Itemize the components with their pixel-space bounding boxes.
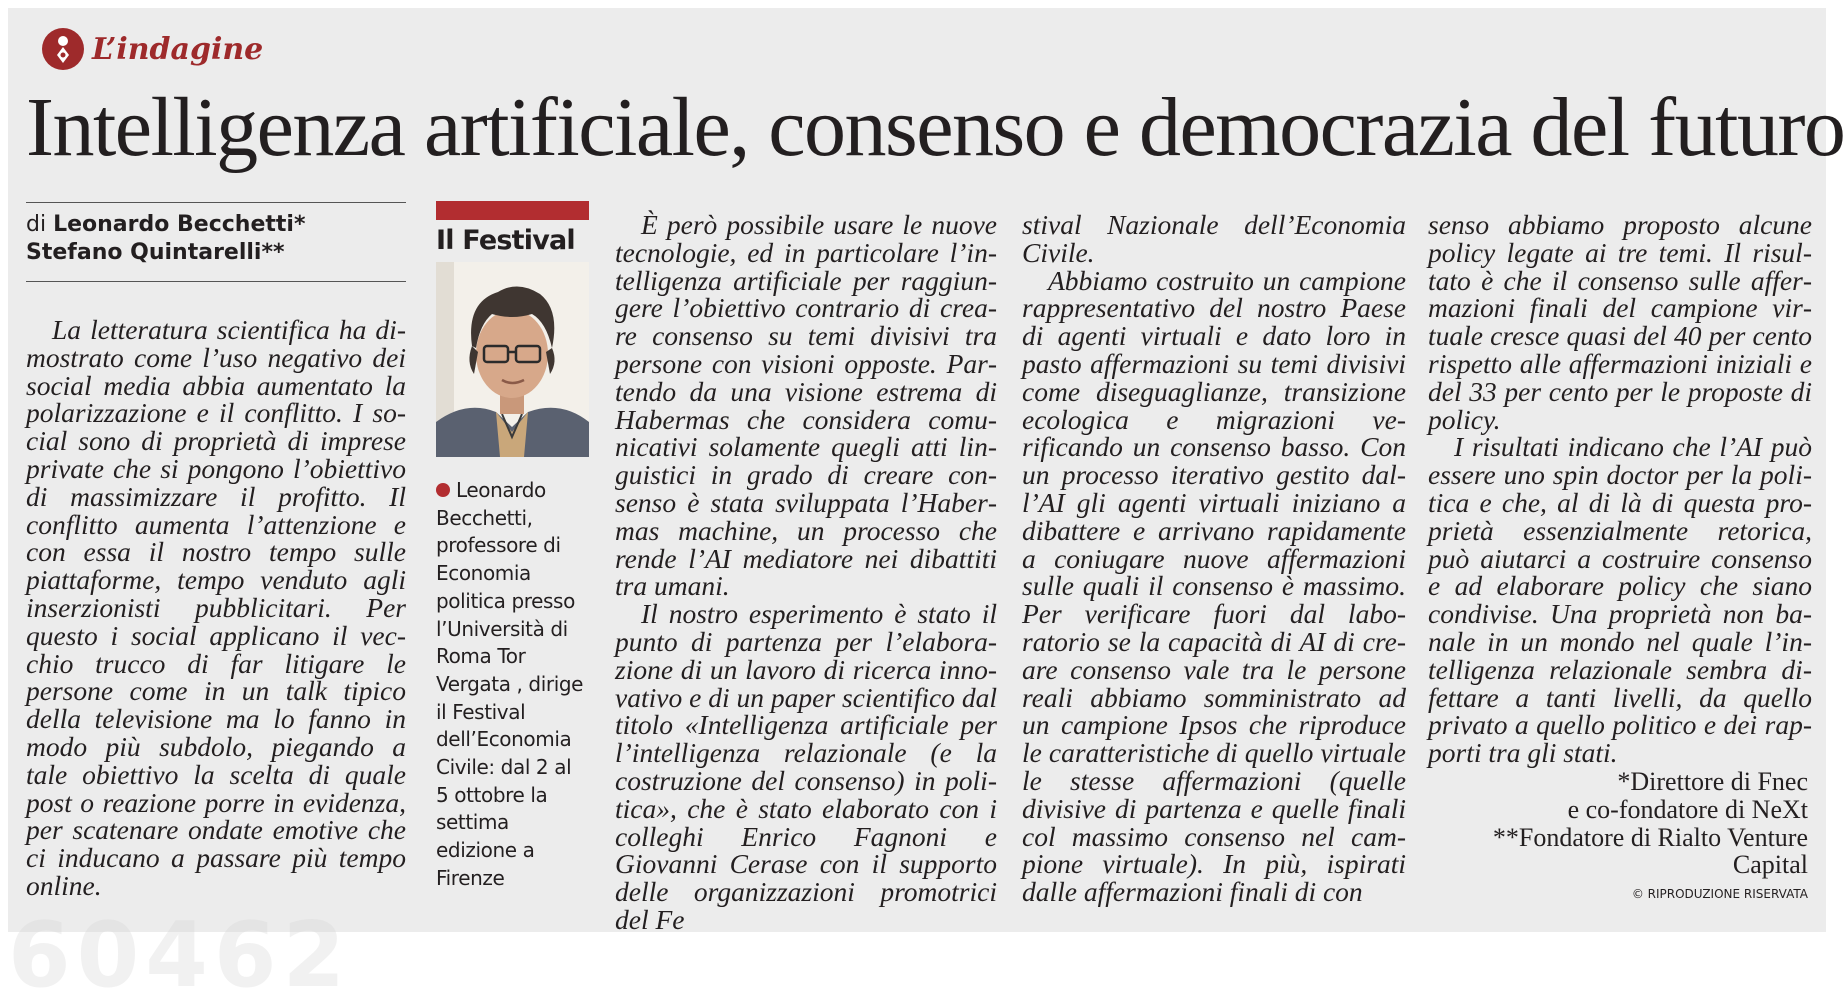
byline (26, 202, 406, 282)
byline-prefix: di (26, 212, 47, 237)
article-paragraph: La letteratura scientifica ha dimostrato come l’uso negativo dei social media abbia aumentato la polarizzazione e il conflitto. I social sono di proprietà di imprese private che si pongono l’obiettivo di massimizzare il profitto. Il conflitto aumenta l’attenzione e con essa il nostro tempo sulle piattaforme, tempo venduto agli inserzionisti pubblicitari. Per questo i social applicano il vecchio trucco di far litigare le persone come in un talk tipico della televisione ma lo fanno in modo più subdolo, piegando a tale obiettivo la scelta di quale post o reazione porre in evidenza, per scatenare ondate emotive che ci inducano a passare più tempo online. (26, 314, 406, 901)
festival-sidebar (436, 201, 589, 893)
bullet-dot-icon (436, 483, 450, 497)
article-paragraph: I risultati indicano che l’AI può essere uno spin doctor per la politica e che, al di là di questa proprietà essenzialmente retorica, può aiutarci a costruire consenso e ad elaborare policy che siano condivise. Una proprietà non banale in un mondo nel quale l’intelligenza relazionale sembra difettare a tanti livelli, da quello privato a quello politico e dei rapporti tra gli stati. (1428, 431, 1812, 769)
article-paragraph: Il nostro esperimento è stato il punto di partenza per l’elaborazione di un lavoro di ricerca innovativo e di un paper scientifico dal titolo «Intelligenza artificiale per l’intelligenza relazionale (e la costruzione del consenso) in politica», che è stato elaborato con i colleghi Enrico Fagnoni e Giovanni Cerase con il supporto delle organizzazioni promotrici del Fe (615, 598, 997, 935)
article-paragraph: È però possibile usare le nuove tecnologie, ed in particolare l’intelligenza artificiale per raggiungere l’obiettivo contrario di creare consenso su temi divisivi tra persone con visioni opposte. Partendo da una visione estrema di Habermas che considera comunicativi solamente quegli atti linguistici in grado di creare consenso è stata sviluppata l’Habermas machine, un processo che rende l’AI mediatore nei dibattiti tra umani. (615, 209, 997, 602)
author-note: *Direttore di Fnec (1617, 767, 1808, 796)
author-name: Leonardo Becchetti* (53, 212, 306, 237)
article-column-5 (1428, 211, 1812, 767)
article-column-1 (26, 316, 406, 900)
section-kicker (42, 28, 263, 70)
sidebar-accent-bar (436, 201, 589, 220)
sidebar-title: Il Festival (436, 225, 575, 256)
author-notes (1424, 768, 1808, 879)
article-paragraph: Abbiamo costruito un campione rappresentativo del nostro Paese di agenti virtuali e dato loro in pasto affermazioni su temi divisivi come diseguaglianze, transizione ecologica e migrazioni verificando un consenso basso. Con un processo iterativo gestito dall’AI gli agenti virtuali iniziano a dibattere e arrivano rapidamente a coniugare nuove affermazioni sulle quali il consenso è massimo. Per verificare fuori dal laboratorio se la capacità di AI di creare consenso vale tra le persone reali abbiamo somministrato ad un campione Ipsos che riproduce le caratteristiche di quello virtuale le stesse affermazioni (quelle divisive di partenza e quelle finali col massimo consenso nel campione virtuale). In più, ispirati dalle affermazioni finali di con (1022, 264, 1406, 908)
newspaper-page (8, 8, 1844, 1008)
page-watermark: 60462 (8, 903, 352, 1008)
headline: Intelligenza artificiale, consenso e democrazia del futuro (26, 81, 1844, 174)
author-note: Capital (1732, 850, 1808, 880)
sidebar-caption (436, 477, 589, 893)
author-portrait (436, 262, 589, 457)
copyright-notice: © RIPRODUZIONE RISERVATA (1631, 887, 1808, 901)
byline-line-1 (26, 211, 406, 239)
article-column-4 (1022, 211, 1406, 906)
author-name: Stefano Quintarelli** (26, 240, 285, 265)
kicker-label: L’indagine (92, 31, 264, 67)
author-note: **Fondatore di Rialto Venture (1492, 822, 1808, 852)
article-column-3 (615, 211, 997, 934)
caption-text: Leonardo Becchetti, professore di Economia politica presso l’Università di Roma Tor Vergata , dirige il Festival dell’Economia Civile: dal 2 al 5 ottobre la settima edizione a Firenze (436, 478, 584, 890)
pen-nib-icon (42, 28, 84, 70)
author-note: e co-fondatore di NeXt (1567, 794, 1808, 824)
article-paragraph: senso abbiamo proposto alcune policy legate ai tre temi. Il risultato è che il consenso sulle affermazioni finali del campione virtuale cresce quasi del 40 per cento rispetto alle affermazioni iniziali e del 33 per cento per le proposte di policy. (1428, 209, 1812, 435)
byline-line-2 (26, 239, 406, 267)
article-paragraph: stival Nazionale dell’Economia Civile. (1022, 209, 1406, 268)
